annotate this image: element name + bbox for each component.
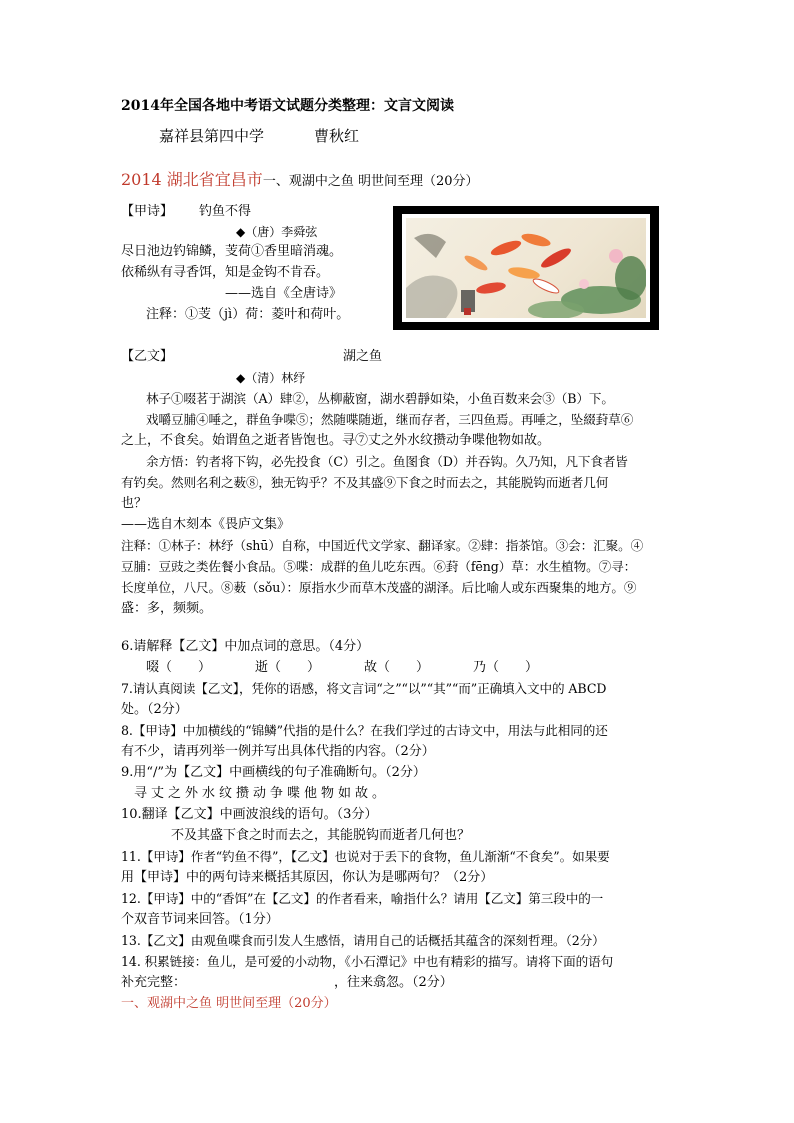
section-title: 一、观湖中之鱼 明世间至理（20分） [262,174,479,189]
word-blank-1: 啜（ ） [146,660,212,675]
prose-p2-line-3: 也？ [121,496,148,511]
prose-p2-line-1: 余方悟：钓者将下钩，必先投食（C）引之。鱼图食（D）并吞钩。久乃知，凡下食者皆 [146,454,628,469]
question-9: 9.用“/”为【乙文】中画横线的句子准确断句。（2分） [121,765,426,780]
question-7-line-1: 7.请认真阅读【乙文】，凭你的语感，将文言词“之”“以”“其”“而”正确填入文中的 ABCD [121,681,607,696]
painting-canvas [406,218,646,318]
question-10-sentence: 不及其盛下食之时而去之，其能脱钩而逝者几何也？ [171,828,471,843]
question-7-line-2: 处。（2分） [121,702,188,717]
question-8-line-2: 有不少，请再列举一例并写出具体代指的内容。（2分） [121,744,435,759]
question-13: 13.【乙文】由观鱼喋食而引发人生感悟，请用自己的话概括其蕴含的深刻哲理。（2分） [121,933,605,948]
koi-fish [463,231,573,295]
question-6: 6.请解释【乙文】中加点词的意思。（4分） [121,639,370,654]
question-11-line-2: 用【甲诗】中的两句诗来概括其原因，你认为是哪两句？（2分） [121,870,494,885]
question-6-words [146,658,538,678]
question-12-line-2: 个双音节词来回答。（1分） [121,912,279,927]
question-11-line-1: 11.【甲诗】作者“钓鱼不得”，【乙文】也说对于丢下的食物，鱼儿渐渐“不食矣”。如果要 [121,849,610,864]
document-title: 2014年全国各地中考语文试题分类整理：文言文阅读 [121,98,454,114]
rock [414,234,446,258]
prose-p1-line-1: 林子①啜茗于湖滨（A）肆②，丛柳蔽窗，湖水碧靜如染，小鱼百数来会③（B）下。 [146,391,614,406]
poem-author: ◆（唐）李舜弦 [236,225,318,239]
prose-p2-line-2: 有钓矣。然则名利之薮⑧，独无钩乎？不及其盛⑨下食之时而去之，其能脱钩而逝者几何 [121,475,609,490]
question-14-prefix: 补充完整： [121,975,187,990]
question-9-sentence: 寻丈之外水纹攒动争喋他物如故。 [134,786,390,801]
question-14-line-1: 14. 积累链接：鱼儿，是可爱的小动物，《小石潭记》中也有精彩的描写。请将下面的语句 [121,954,614,969]
prose-source: ——选自木刻本《畏庐文集》 [121,517,291,532]
word-blank-4: 乃（ ） [473,660,539,675]
poem-title: 钓鱼不得 [199,204,252,219]
word-blank-3: 故（ ） [364,660,430,675]
poem-heading [121,202,251,222]
poem-label: 【甲诗】 [121,204,174,219]
poem-line-2: 依稀纵有寻香饵，知是金钩不肯吞。 [121,265,330,280]
prose-note-4: 盛：多，频频。 [121,601,213,616]
question-12-line-1: 12.【甲诗】中的“香饵”在【乙文】的作者看来，喻指什么？请用【乙文】第三段中的一 [121,891,604,906]
prose-note-2: 豆脯：豆豉之类佐餐小食品。⑤喋：成群的鱼儿吃东西。⑥葑（fēng）草：水生植物。⑦寻： [121,559,637,574]
koi-fish-painting [393,206,659,330]
question-8-line-1: 8.【甲诗】中加横线的“锦鳞”代指的是什么？在我们学过的古诗文中，用法与此相同的还 [121,723,608,738]
prose-label: 【乙文】 [121,349,174,364]
prose-heading [121,347,382,367]
seal-stamp [464,308,471,315]
section-place: 2014 湖北省宜昌市 [121,170,263,189]
prose-title: 湖之鱼 [343,349,383,364]
koi-illustration [406,218,646,318]
lotus-flower [579,279,589,289]
word-blank-2: 逝（ ） [255,660,321,675]
school-name: 嘉祥县第四中学 [159,127,265,145]
prose-note-3: 长度单位，八尺。⑧薮（sǒu）：原指水少而草木茂盛的湖泽。后比喻人或东西聚集的地方。⑨ [121,580,637,595]
prose-p1-line-2: 戏嚼豆脯④唾之，群鱼争喋⑤；然随喋随逝，继而存者，三四鱼焉。再唾之，坠綴葑草⑥ [146,412,634,427]
painting-mat [402,214,650,322]
lotus-leaf [615,256,646,300]
rock [406,276,457,319]
lotus-flower [609,249,623,263]
question-10: 10.翻译【乙文】中画波浪线的语句。（3分） [121,807,378,822]
prose-p1-line-3: 之上，不食矣。始谓鱼之逝者皆饱也。寻⑦丈之外水纹攒动争喋他物如故。 [121,433,551,448]
prose-note-1: 注释：①林子：林纾（shū）自称，中国近代文学家、翻译家。②肆：指茶馆。③会：汇聚。④ [121,538,644,553]
teacher-name: 曹秋红 [314,127,360,145]
footer-section-title: 一、观湖中之鱼 明世间至理（20分） [121,996,337,1011]
section-heading [121,170,479,192]
poem-source: ——选自《全唐诗》 [225,286,343,301]
prose-author: ◆（清）林纾 [236,371,306,385]
question-14-suffix: ，往来翕忽。（2分） [334,975,453,990]
question-14-line-2 [121,973,453,993]
poem-line-1: 尽日池边钓锦鳞，芰荷①香里暗消魂。 [121,244,343,259]
author-line [159,126,359,146]
poem-note: 注释：①芰（jì）荷：菱叶和荷叶。 [146,307,350,322]
